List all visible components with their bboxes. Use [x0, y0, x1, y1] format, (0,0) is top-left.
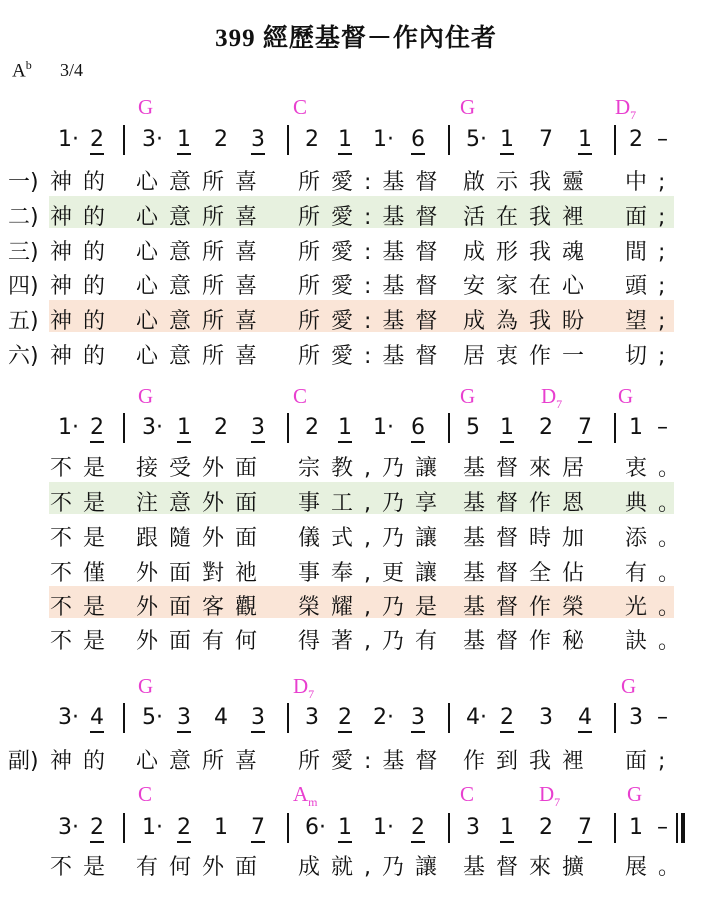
- note: 5·: [142, 705, 163, 730]
- note: 2: [305, 127, 319, 152]
- note: 2: [338, 705, 352, 730]
- note-underline: [578, 441, 592, 443]
- note: 1: [500, 815, 514, 840]
- final-barline-thin: [676, 813, 678, 843]
- chord-root: C: [460, 782, 475, 806]
- note: 6: [411, 415, 425, 440]
- note-underline: [177, 841, 191, 843]
- hymn-title: 399 經歷基督－作內住者: [215, 25, 497, 52]
- lyric-line: [0, 624, 712, 656]
- lyric-phrase: 神的: [50, 205, 117, 230]
- note: 3: [539, 705, 553, 730]
- barline: [614, 813, 616, 843]
- lyric-phrase: 添。: [625, 526, 692, 551]
- chord-symbol: [621, 674, 636, 699]
- note: 2: [305, 415, 319, 440]
- lyric-line: [0, 269, 712, 301]
- note: 1: [177, 127, 191, 152]
- chord-root: G: [460, 384, 476, 408]
- note-underline: [177, 441, 191, 443]
- lyric-phrase: 神的: [50, 309, 117, 334]
- note: 2: [90, 127, 104, 152]
- note: 2·: [373, 705, 394, 730]
- lyric-phrase: 基督全佔: [463, 561, 596, 586]
- lyric-phrase: 跟隨外面: [136, 526, 269, 551]
- note: 3·: [58, 815, 79, 840]
- lyric-phrase: 訣。: [625, 629, 692, 654]
- lyric-phrase: 注意外面: [136, 491, 269, 516]
- note: 1: [338, 815, 352, 840]
- note: 2: [177, 815, 191, 840]
- chord-symbol: [293, 674, 314, 702]
- note: 1: [214, 815, 228, 840]
- lyric-phrase: 外面有何: [136, 629, 269, 654]
- chord-root: C: [293, 384, 308, 408]
- note-underline: [251, 153, 265, 155]
- lyric-line: [0, 200, 712, 232]
- chord-root: C: [138, 782, 153, 806]
- lyric-phrase: 榮耀,乃是: [298, 595, 448, 620]
- note: 3: [251, 705, 265, 730]
- lyric-phrase: 事奉,更讓: [298, 561, 448, 586]
- note-underline: [411, 441, 425, 443]
- chord-symbol: [293, 384, 307, 409]
- chord-symbol: [293, 95, 307, 120]
- note: 4: [578, 705, 592, 730]
- note: 1·: [58, 127, 79, 152]
- lyric-phrase: 不是: [50, 456, 117, 481]
- note-underline: [338, 153, 352, 155]
- chord-symbol: [138, 95, 153, 120]
- lyric-phrase: 面;: [625, 749, 677, 774]
- chord-quality: m: [308, 795, 318, 810]
- verse-label: 二): [8, 205, 39, 230]
- lyric-phrase: 有何外面: [136, 855, 269, 880]
- barline: [287, 413, 289, 443]
- lyric-phrase: 所愛:基督: [298, 309, 449, 334]
- barline: [287, 813, 289, 843]
- barline: [614, 125, 616, 155]
- chord-quality: 7: [554, 795, 561, 810]
- lyric-phrase: 心意所喜: [136, 170, 269, 195]
- chord-symbol: [460, 95, 475, 120]
- lyric-phrase: 神的: [50, 274, 117, 299]
- note-underline: [578, 841, 592, 843]
- barline: [123, 813, 125, 843]
- lyric-phrase: 神的: [50, 749, 117, 774]
- lyric-phrase: 中;: [625, 170, 677, 195]
- lyric-phrase: 不是: [50, 855, 117, 880]
- lyric-phrase: 間;: [625, 240, 677, 265]
- note: 1·: [58, 415, 79, 440]
- chord-root: G: [621, 674, 637, 698]
- note: 3: [411, 705, 425, 730]
- note: 2: [411, 815, 425, 840]
- key-accidental: b: [25, 58, 32, 72]
- note: 1: [500, 127, 514, 152]
- lyric-phrase: 光。: [625, 595, 692, 620]
- note: –: [657, 127, 668, 152]
- chord-root: G: [627, 782, 643, 806]
- barline: [448, 703, 450, 733]
- note: 3: [177, 705, 191, 730]
- note: 3: [251, 415, 265, 440]
- lyric-phrase: 心意所喜: [136, 240, 269, 265]
- lyric-line: [0, 235, 712, 267]
- chord-symbol: [460, 384, 475, 409]
- lyric-phrase: 心意所喜: [136, 344, 269, 369]
- note: 1·: [142, 815, 163, 840]
- lyric-phrase: 心意所喜: [136, 309, 269, 334]
- note: 1: [629, 415, 643, 440]
- note-underline: [578, 153, 592, 155]
- lyric-phrase: 所愛:基督: [298, 749, 449, 774]
- lyric-line: [0, 451, 712, 483]
- chord-quality: 7: [556, 397, 563, 412]
- note-underline: [500, 731, 514, 733]
- lyric-phrase: 神的: [50, 240, 117, 265]
- note-underline: [177, 153, 191, 155]
- lyric-phrase: 外面客觀: [136, 595, 269, 620]
- chord-root: G: [138, 95, 154, 119]
- note: –: [657, 415, 668, 440]
- note: 3·: [142, 127, 163, 152]
- lyric-phrase: 作到我裡: [463, 749, 596, 774]
- note: 4: [90, 705, 104, 730]
- lyric-phrase: 安家在心: [463, 274, 596, 299]
- lyric-phrase: 切;: [625, 344, 677, 369]
- lyric-line: [0, 521, 712, 553]
- lyric-phrase: 神的: [50, 344, 117, 369]
- lyric-phrase: 活在我裡: [463, 205, 596, 230]
- verse-label: 副): [8, 749, 39, 774]
- chord-quality: 7: [630, 108, 637, 123]
- lyric-phrase: 基督時加: [463, 526, 596, 551]
- barline: [614, 703, 616, 733]
- note: 1: [500, 415, 514, 440]
- lyric-phrase: 不僅: [50, 561, 117, 586]
- verse-label: 三): [8, 240, 39, 265]
- lyric-phrase: 外面對祂: [136, 561, 269, 586]
- note: 3: [466, 815, 480, 840]
- note: 6·: [305, 815, 326, 840]
- barline: [614, 413, 616, 443]
- note: 3: [305, 705, 319, 730]
- note: –: [657, 815, 668, 840]
- note: 1·: [373, 815, 394, 840]
- note: 1·: [373, 415, 394, 440]
- note-underline: [90, 841, 104, 843]
- note: 2: [90, 415, 104, 440]
- note-underline: [411, 731, 425, 733]
- note-underline: [500, 441, 514, 443]
- note-underline: [90, 441, 104, 443]
- lyric-phrase: 基督作恩: [463, 491, 596, 516]
- barline: [123, 413, 125, 443]
- chord-root: C: [293, 95, 308, 119]
- verse-label: 四): [8, 274, 39, 299]
- lyric-phrase: 基督來擴: [463, 855, 596, 880]
- chord-root: D: [541, 384, 557, 408]
- lyric-phrase: 所愛:基督: [298, 170, 449, 195]
- note: 5·: [466, 127, 487, 152]
- lyric-phrase: 面;: [625, 205, 677, 230]
- note-underline: [251, 731, 265, 733]
- note: 7: [578, 415, 592, 440]
- lyric-phrase: 有。: [625, 561, 692, 586]
- lyric-phrase: 基督來居: [463, 456, 596, 481]
- note: 7: [251, 815, 265, 840]
- lyric-phrase: 所愛:基督: [298, 344, 449, 369]
- note: 2: [539, 815, 553, 840]
- note-underline: [177, 731, 191, 733]
- chord-symbol: [627, 782, 642, 807]
- chord-root: D: [539, 782, 555, 806]
- barline: [448, 413, 450, 443]
- lyric-phrase: 基督作秘: [463, 629, 596, 654]
- lyric-line: [0, 744, 712, 776]
- note-underline: [500, 153, 514, 155]
- note: 6: [411, 127, 425, 152]
- note: 1: [578, 127, 592, 152]
- note: –: [657, 705, 668, 730]
- lyric-line: [0, 590, 712, 622]
- verse-label: 六): [8, 344, 39, 369]
- note-underline: [251, 841, 265, 843]
- verse-label: 一): [8, 170, 39, 195]
- barline: [287, 125, 289, 155]
- lyric-phrase: 所愛:基督: [298, 274, 449, 299]
- note: 1: [629, 815, 643, 840]
- note-underline: [90, 153, 104, 155]
- lyric-phrase: 心意所喜: [136, 749, 269, 774]
- lyric-phrase: 所愛:基督: [298, 205, 449, 230]
- note: 3: [629, 705, 643, 730]
- chord-symbol: [138, 782, 152, 807]
- note: 1: [177, 415, 191, 440]
- note-underline: [251, 441, 265, 443]
- barline: [123, 125, 125, 155]
- chord-symbol: [615, 95, 636, 123]
- note-underline: [411, 841, 425, 843]
- chord-root: D: [293, 674, 309, 698]
- lyric-phrase: 啟示我靈: [463, 170, 596, 195]
- lyric-line: [0, 850, 712, 882]
- chord-root: G: [138, 384, 154, 408]
- lyric-phrase: 宗教,乃讓: [298, 456, 448, 481]
- time-signature: 3/4: [60, 60, 84, 80]
- note: 7: [539, 127, 553, 152]
- lyric-phrase: 基督作榮: [463, 595, 596, 620]
- barline: [123, 703, 125, 733]
- chord-root: D: [615, 95, 631, 119]
- chord-root: A: [293, 782, 309, 806]
- chord-root: G: [618, 384, 634, 408]
- note-underline: [338, 841, 352, 843]
- lyric-phrase: 不是: [50, 629, 117, 654]
- note: 2: [629, 127, 643, 152]
- note-underline: [338, 731, 352, 733]
- note: 1·: [373, 127, 394, 152]
- note: 2: [90, 815, 104, 840]
- lyric-phrase: 心意所喜: [136, 205, 269, 230]
- note: 4·: [466, 705, 487, 730]
- lyric-phrase: 不是: [50, 526, 117, 551]
- note-underline: [578, 731, 592, 733]
- lyric-phrase: 衷。: [625, 456, 692, 481]
- barline: [448, 125, 450, 155]
- chord-symbol: [539, 782, 560, 810]
- chord-symbol: [460, 782, 474, 807]
- lyric-phrase: 典。: [625, 491, 692, 516]
- barline: [448, 813, 450, 843]
- note: 2: [214, 415, 228, 440]
- lyric-line: [0, 486, 712, 518]
- lyric-phrase: 神的: [50, 170, 117, 195]
- note: 2: [500, 705, 514, 730]
- lyric-line: [0, 339, 712, 371]
- lyric-line: [0, 304, 712, 336]
- lyric-phrase: 頭;: [625, 274, 677, 299]
- final-barline-thick: [681, 813, 685, 843]
- note-underline: [338, 441, 352, 443]
- verse-label: 五): [8, 309, 39, 334]
- lyric-phrase: 所愛:基督: [298, 240, 449, 265]
- chord-quality: 7: [308, 687, 315, 702]
- note-underline: [411, 153, 425, 155]
- chord-root: G: [460, 95, 476, 119]
- chord-symbol: [541, 384, 562, 412]
- lyric-phrase: 成形我魂: [463, 240, 596, 265]
- note: 2: [539, 415, 553, 440]
- key-signature: [12, 58, 32, 82]
- lyric-phrase: 接受外面: [136, 456, 269, 481]
- chord-symbol: [618, 384, 633, 409]
- lyric-phrase: 不是: [50, 491, 117, 516]
- note: 3: [251, 127, 265, 152]
- note: 4: [214, 705, 228, 730]
- lyric-phrase: 成就,乃讓: [298, 855, 448, 880]
- lyric-phrase: 得著,乃有: [298, 629, 448, 654]
- note: 3·: [142, 415, 163, 440]
- barline: [287, 703, 289, 733]
- chord-symbol: [138, 384, 153, 409]
- note: 2: [214, 127, 228, 152]
- lyric-line: [0, 556, 712, 588]
- note: 3·: [58, 705, 79, 730]
- lyric-phrase: 儀式,乃讓: [298, 526, 448, 551]
- note: 1: [338, 127, 352, 152]
- lyric-phrase: 心意所喜: [136, 274, 269, 299]
- lyric-phrase: 成為我盼: [463, 309, 596, 334]
- lyric-phrase: 望;: [625, 309, 677, 334]
- lyric-phrase: 事工,乃享: [298, 491, 448, 516]
- lyric-phrase: 展。: [625, 855, 692, 880]
- note-underline: [500, 841, 514, 843]
- note: 7: [578, 815, 592, 840]
- chord-symbol: [138, 674, 153, 699]
- chord-root: G: [138, 674, 154, 698]
- lyric-line: [0, 165, 712, 197]
- note-underline: [90, 731, 104, 733]
- key-note: A: [12, 60, 26, 82]
- note: 1: [338, 415, 352, 440]
- chord-symbol: [293, 782, 318, 810]
- note: 5: [466, 415, 480, 440]
- lyric-phrase: 不是: [50, 595, 117, 620]
- lyric-phrase: 居衷作一: [463, 344, 596, 369]
